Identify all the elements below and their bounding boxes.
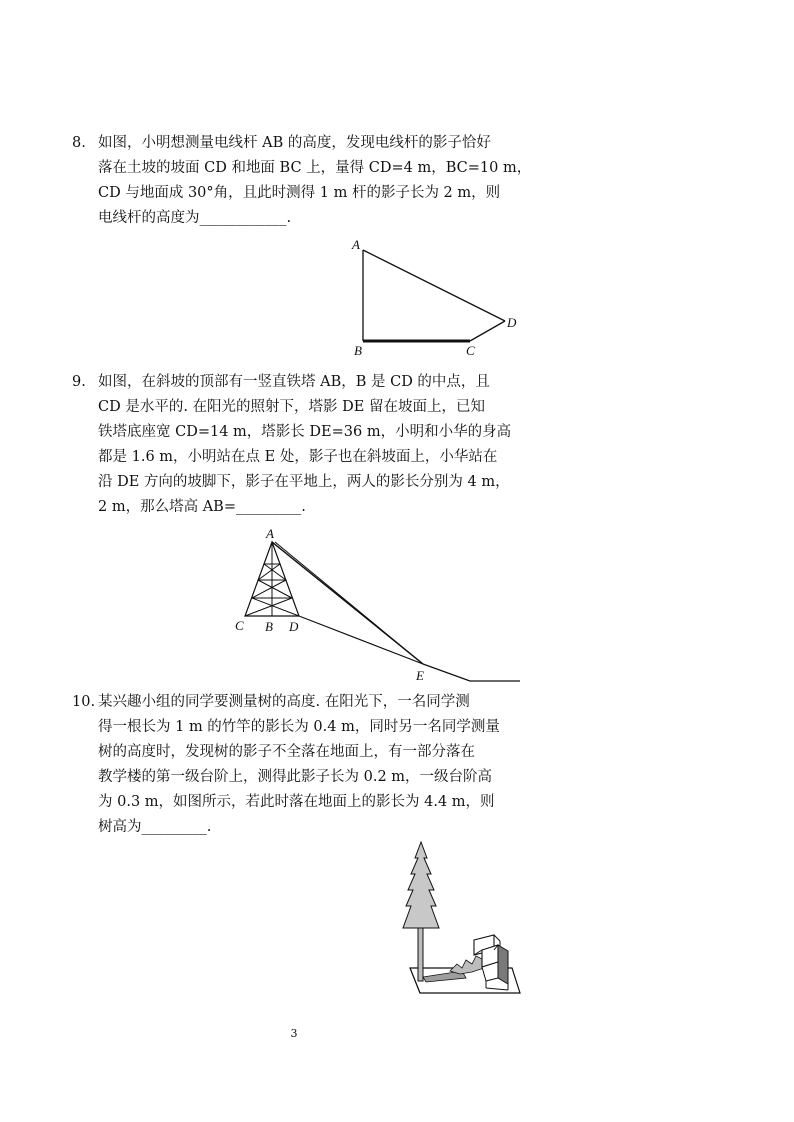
problem-text-line: CD 是水平的. 在阳光的照射下，塔影 DE 留在坡面上，已知 — [98, 399, 485, 415]
problem-text-line: 电线杆的高度为____________. — [98, 210, 292, 226]
problem-text-line: 如图，在斜坡的顶部有一竖直铁塔 AB，B 是 CD 的中点，且 — [98, 374, 490, 390]
problem-text-line: 如图，小明想测量电线杆 AB 的高度，发现电线杆的影子恰好 — [98, 135, 491, 151]
problem-text-line: 树的高度时，发现树的影子不全落在地面上，有一部分落在 — [98, 744, 475, 760]
problem-text-line: 树高为_________. — [98, 819, 212, 835]
label-D: D — [507, 315, 517, 330]
problem-number: 10. — [72, 694, 96, 710]
label-A: A — [352, 237, 360, 252]
figure-tower-slope — [230, 524, 525, 689]
label-B: B — [354, 343, 362, 358]
problem-number: 8. — [72, 135, 86, 151]
label-B: B — [265, 619, 273, 634]
problem-text-line: 得一根长为 1 m 的竹竿的影长为 0.4 m，同时另一名同学测量 — [98, 719, 500, 735]
figure-tree-steps — [402, 838, 527, 1003]
problem-text-line: 沿 DE 方向的坡脚下，影子在平地上，两人的影长分别为 4 m， — [98, 474, 510, 490]
problem-text-line: 2 m，那么塔高 AB=_________. — [98, 499, 306, 515]
problem-text-line: 为 0.3 m，如图所示，若此时落在地面上的影长为 4.4 m，则 — [98, 794, 495, 810]
label-D: D — [289, 619, 299, 634]
label-E: E — [416, 668, 424, 683]
problem-text-line: 都是 1.6 m，小明站在点 E 处，影子也在斜坡面上，小华站在 — [98, 449, 498, 465]
figure-pole-slope — [340, 232, 530, 362]
problem-text-line: 落在土坡的坡面 CD 和地面 BC 上，量得 CD=4 m，BC=10 m， — [98, 160, 532, 176]
page-number: 3 — [290, 1027, 298, 1040]
problem-text-line: 某兴趣小组的同学要测量树的高度. 在阳光下，一名同学测 — [98, 694, 470, 710]
problem-text-line: CD 与地面成 30°角，且此时测得 1 m 杆的影子长为 2 m，则 — [98, 185, 501, 201]
problem-number: 9. — [72, 374, 86, 390]
label-C: C — [466, 343, 475, 358]
tree-crown — [403, 842, 439, 928]
problem-text-line: 教学楼的第一级台阶上，测得此影子长为 0.2 m，一级台阶高 — [98, 769, 493, 785]
problem-text-line: 铁塔底座宽 CD=14 m，塔影长 DE=36 m，小明和小华的身高 — [98, 424, 512, 440]
label-A: A — [266, 526, 274, 541]
label-C: C — [235, 618, 244, 633]
